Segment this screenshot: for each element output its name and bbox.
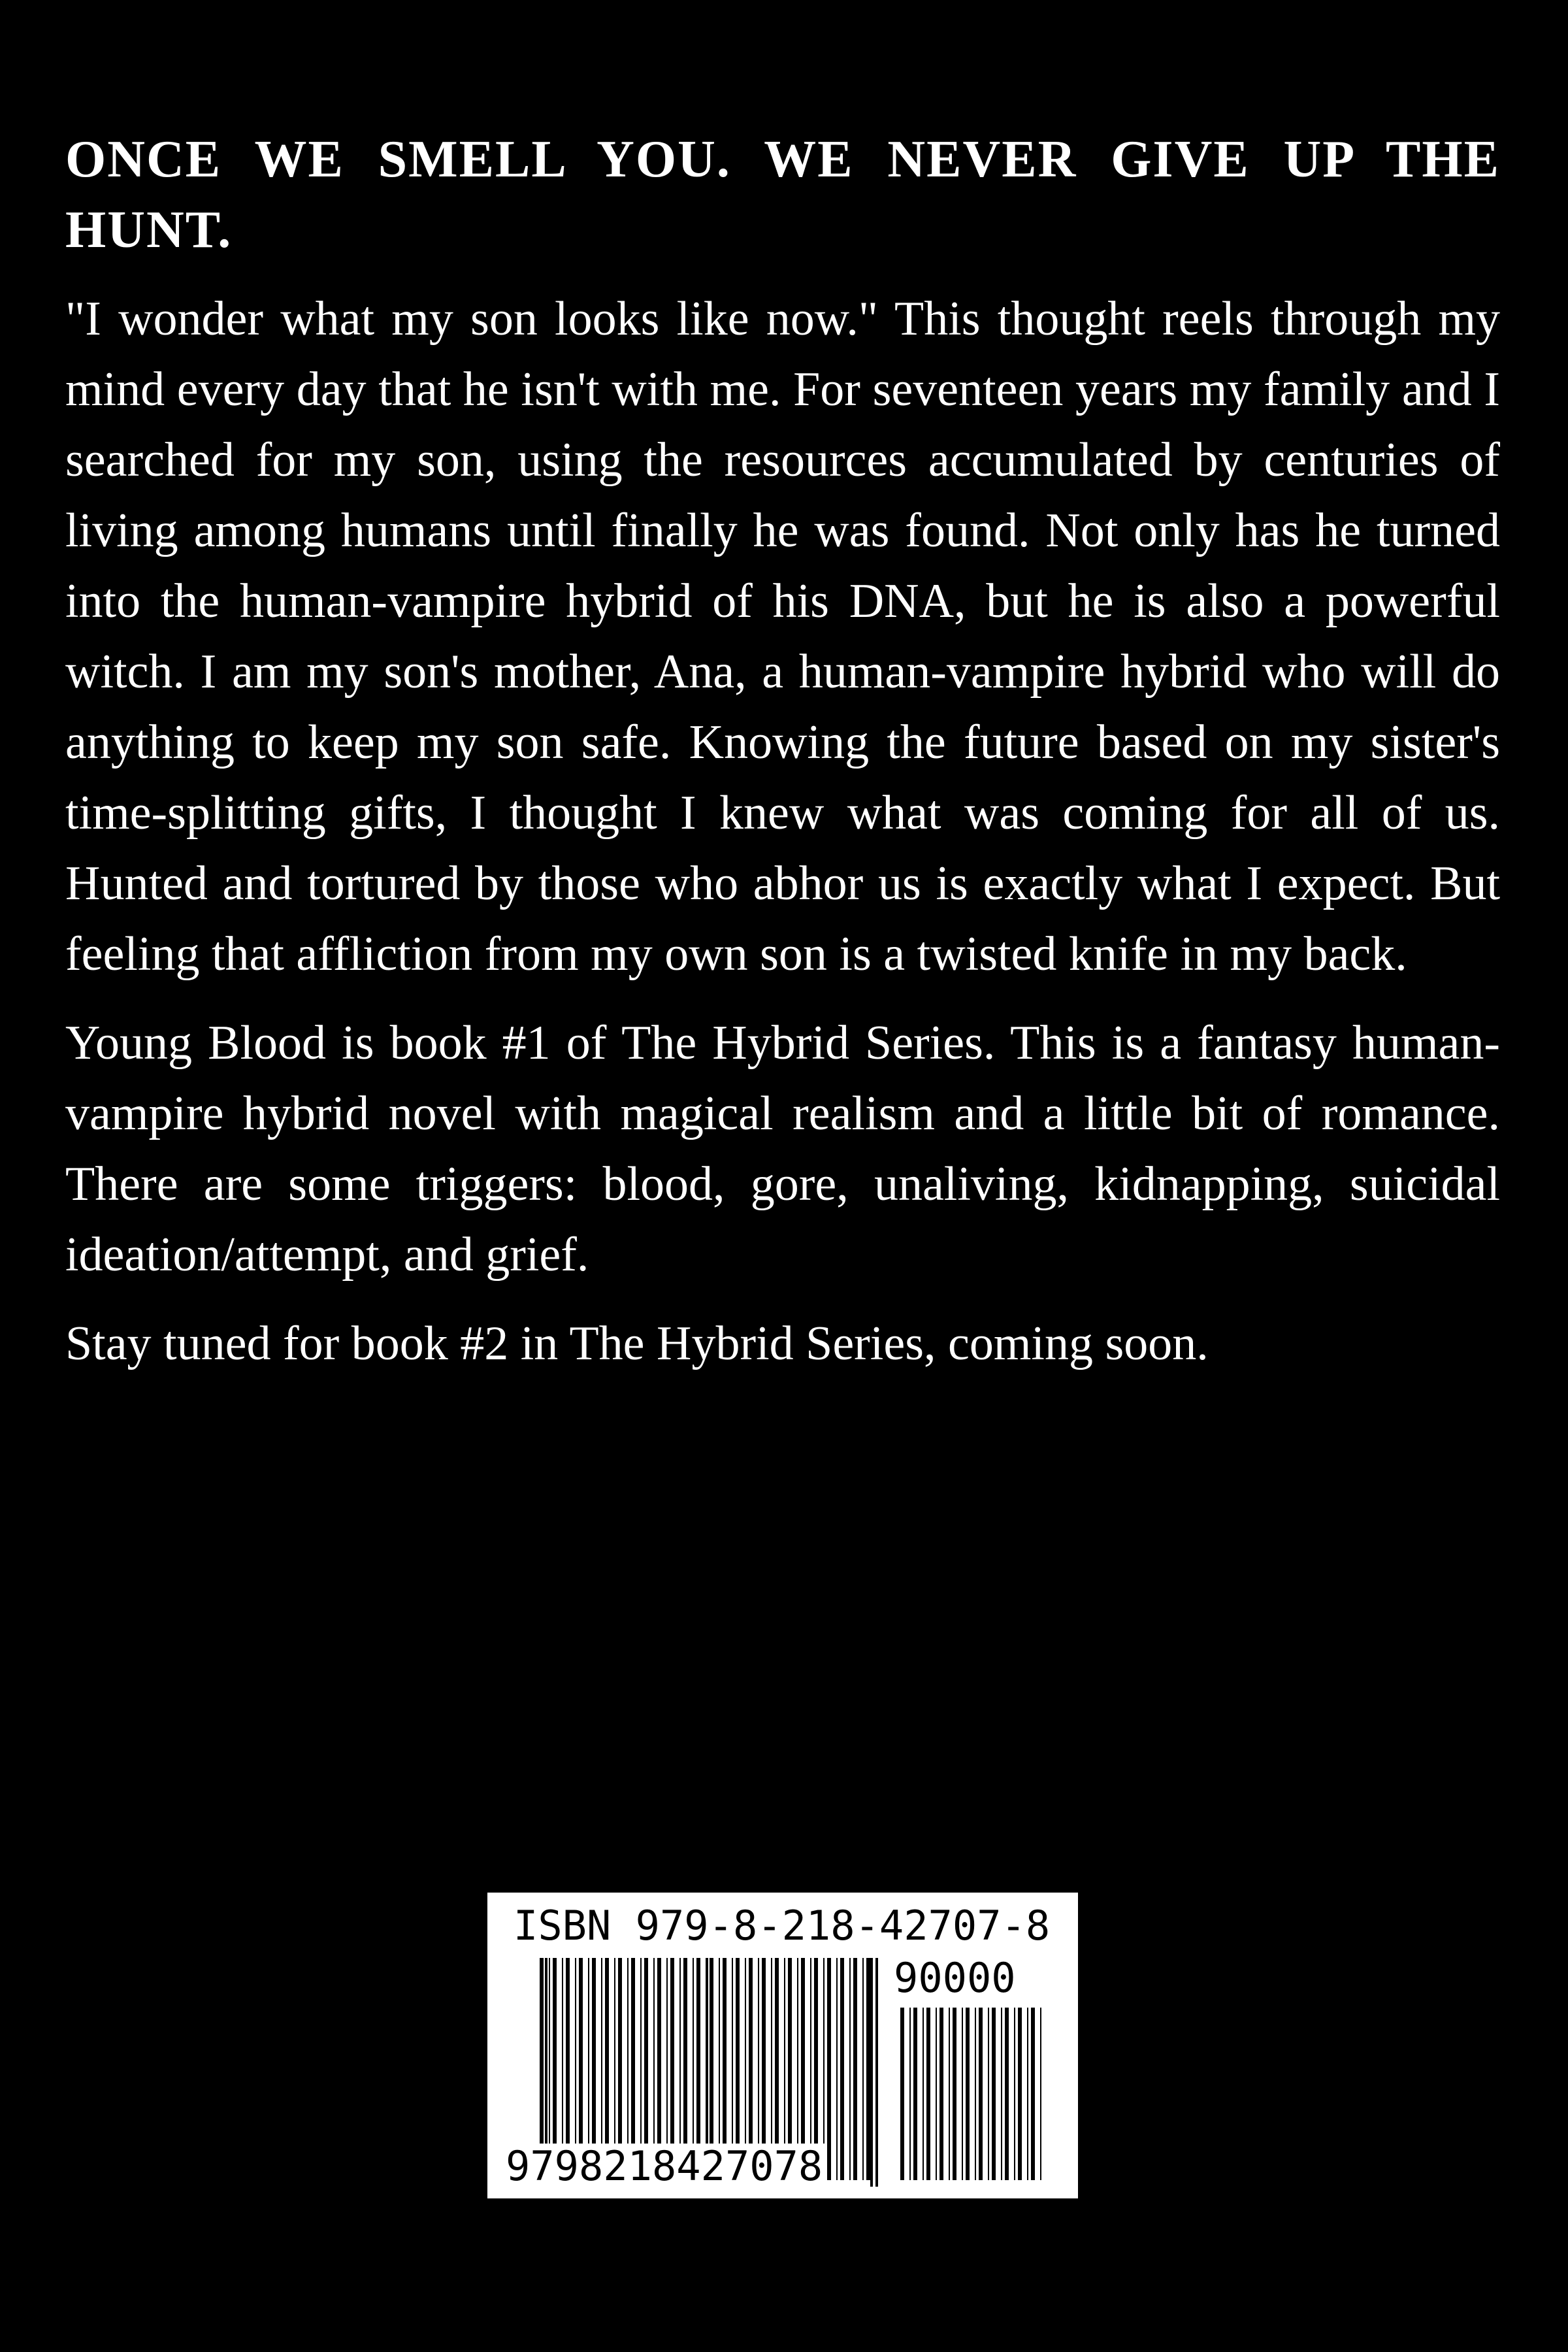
- barcode-bar: [909, 2008, 911, 2180]
- barcode-bar: [1005, 2008, 1009, 2180]
- barcode-bar: [979, 2008, 983, 2180]
- tagline-heading: ONCE WE SMELL YOU. WE NEVER GIVE UP THE HUNT.: [65, 131, 1500, 259]
- barcode-bar: [1027, 2008, 1028, 2180]
- barcode-guard-bar: [870, 1958, 873, 2187]
- isbn-barcode: [487, 1893, 1078, 2198]
- barcode-bar: [827, 1958, 831, 2180]
- barcode-bar: [953, 2008, 956, 2180]
- barcode-bar: [992, 2008, 996, 2180]
- barcode-bar: [923, 2008, 924, 2180]
- barcode-bar: [1031, 2008, 1035, 2180]
- barcode-bar: [1040, 2008, 1041, 2180]
- ean-digits: 9798218427078: [506, 2144, 826, 2189]
- blurb-paragraph-1: "I wonder what my son looks like now." This thought reels through my mind every day that he isn't with me. For seventeen years my family and I searched for my son, using the resources accumulated by centuries of living among humans until finally he was found. Not only has he turned into the human-vampire hybrid of his DNA, but he is also a powerful witch. I am my son's mother, Ana, a human-vampire hybrid who will do anything to keep my son safe. Knowing the future based on my sister's time-splitting gifts, I thought I knew what was coming for all of us. Hunted and tortured by those who abhor us is exactly what I expect. But feeling that affliction from my own son is a twisted knife in my back.: [65, 292, 1500, 981]
- barcode-bar: [936, 2008, 937, 2180]
- price-code: 90000: [894, 1954, 1016, 2002]
- barcode-bar: [866, 1958, 870, 2180]
- barcode-bar: [900, 2008, 904, 2180]
- barcode-bar: [926, 2008, 930, 2180]
- blurb-text-block: [65, 124, 1500, 1397]
- barcode-bar: [939, 2008, 943, 2180]
- isbn-label: ISBN 979-8-218-42707-8: [514, 1902, 1051, 1949]
- barcode-bar: [913, 2008, 917, 2180]
- barcode-bar: [849, 1958, 851, 2180]
- blurb-paragraph-3: Stay tuned for book #2 in The Hybrid Series, coming soon.: [65, 1317, 1209, 1370]
- barcode-bar: [853, 1958, 857, 2180]
- barcode-bar: [862, 1958, 864, 2180]
- blurb-paragraph-2: Young Blood is book #1 of The Hybrid Series. This is a fantasy human-vampire hybrid novel with magical realism and a little bit of romance. There are some triggers: blood, gore, unaliving, kidnapping, suicidal ideation/attempt, and grief.: [65, 1016, 1500, 1282]
- barcode-bar: [1018, 2008, 1022, 2180]
- barcode-bar: [975, 2008, 976, 2180]
- barcode-bar: [1014, 2008, 1015, 2180]
- barcode-bar: [966, 2008, 970, 2180]
- barcode-bar: [949, 2008, 950, 2180]
- barcode-bar: [1001, 2008, 1002, 2180]
- barcode-guard-bar: [875, 1958, 878, 2187]
- barcode-bar: [962, 2008, 963, 2180]
- barcode-bar: [836, 1958, 838, 2180]
- barcode-bar: [988, 2008, 989, 2180]
- barcode-bar: [840, 1958, 844, 2180]
